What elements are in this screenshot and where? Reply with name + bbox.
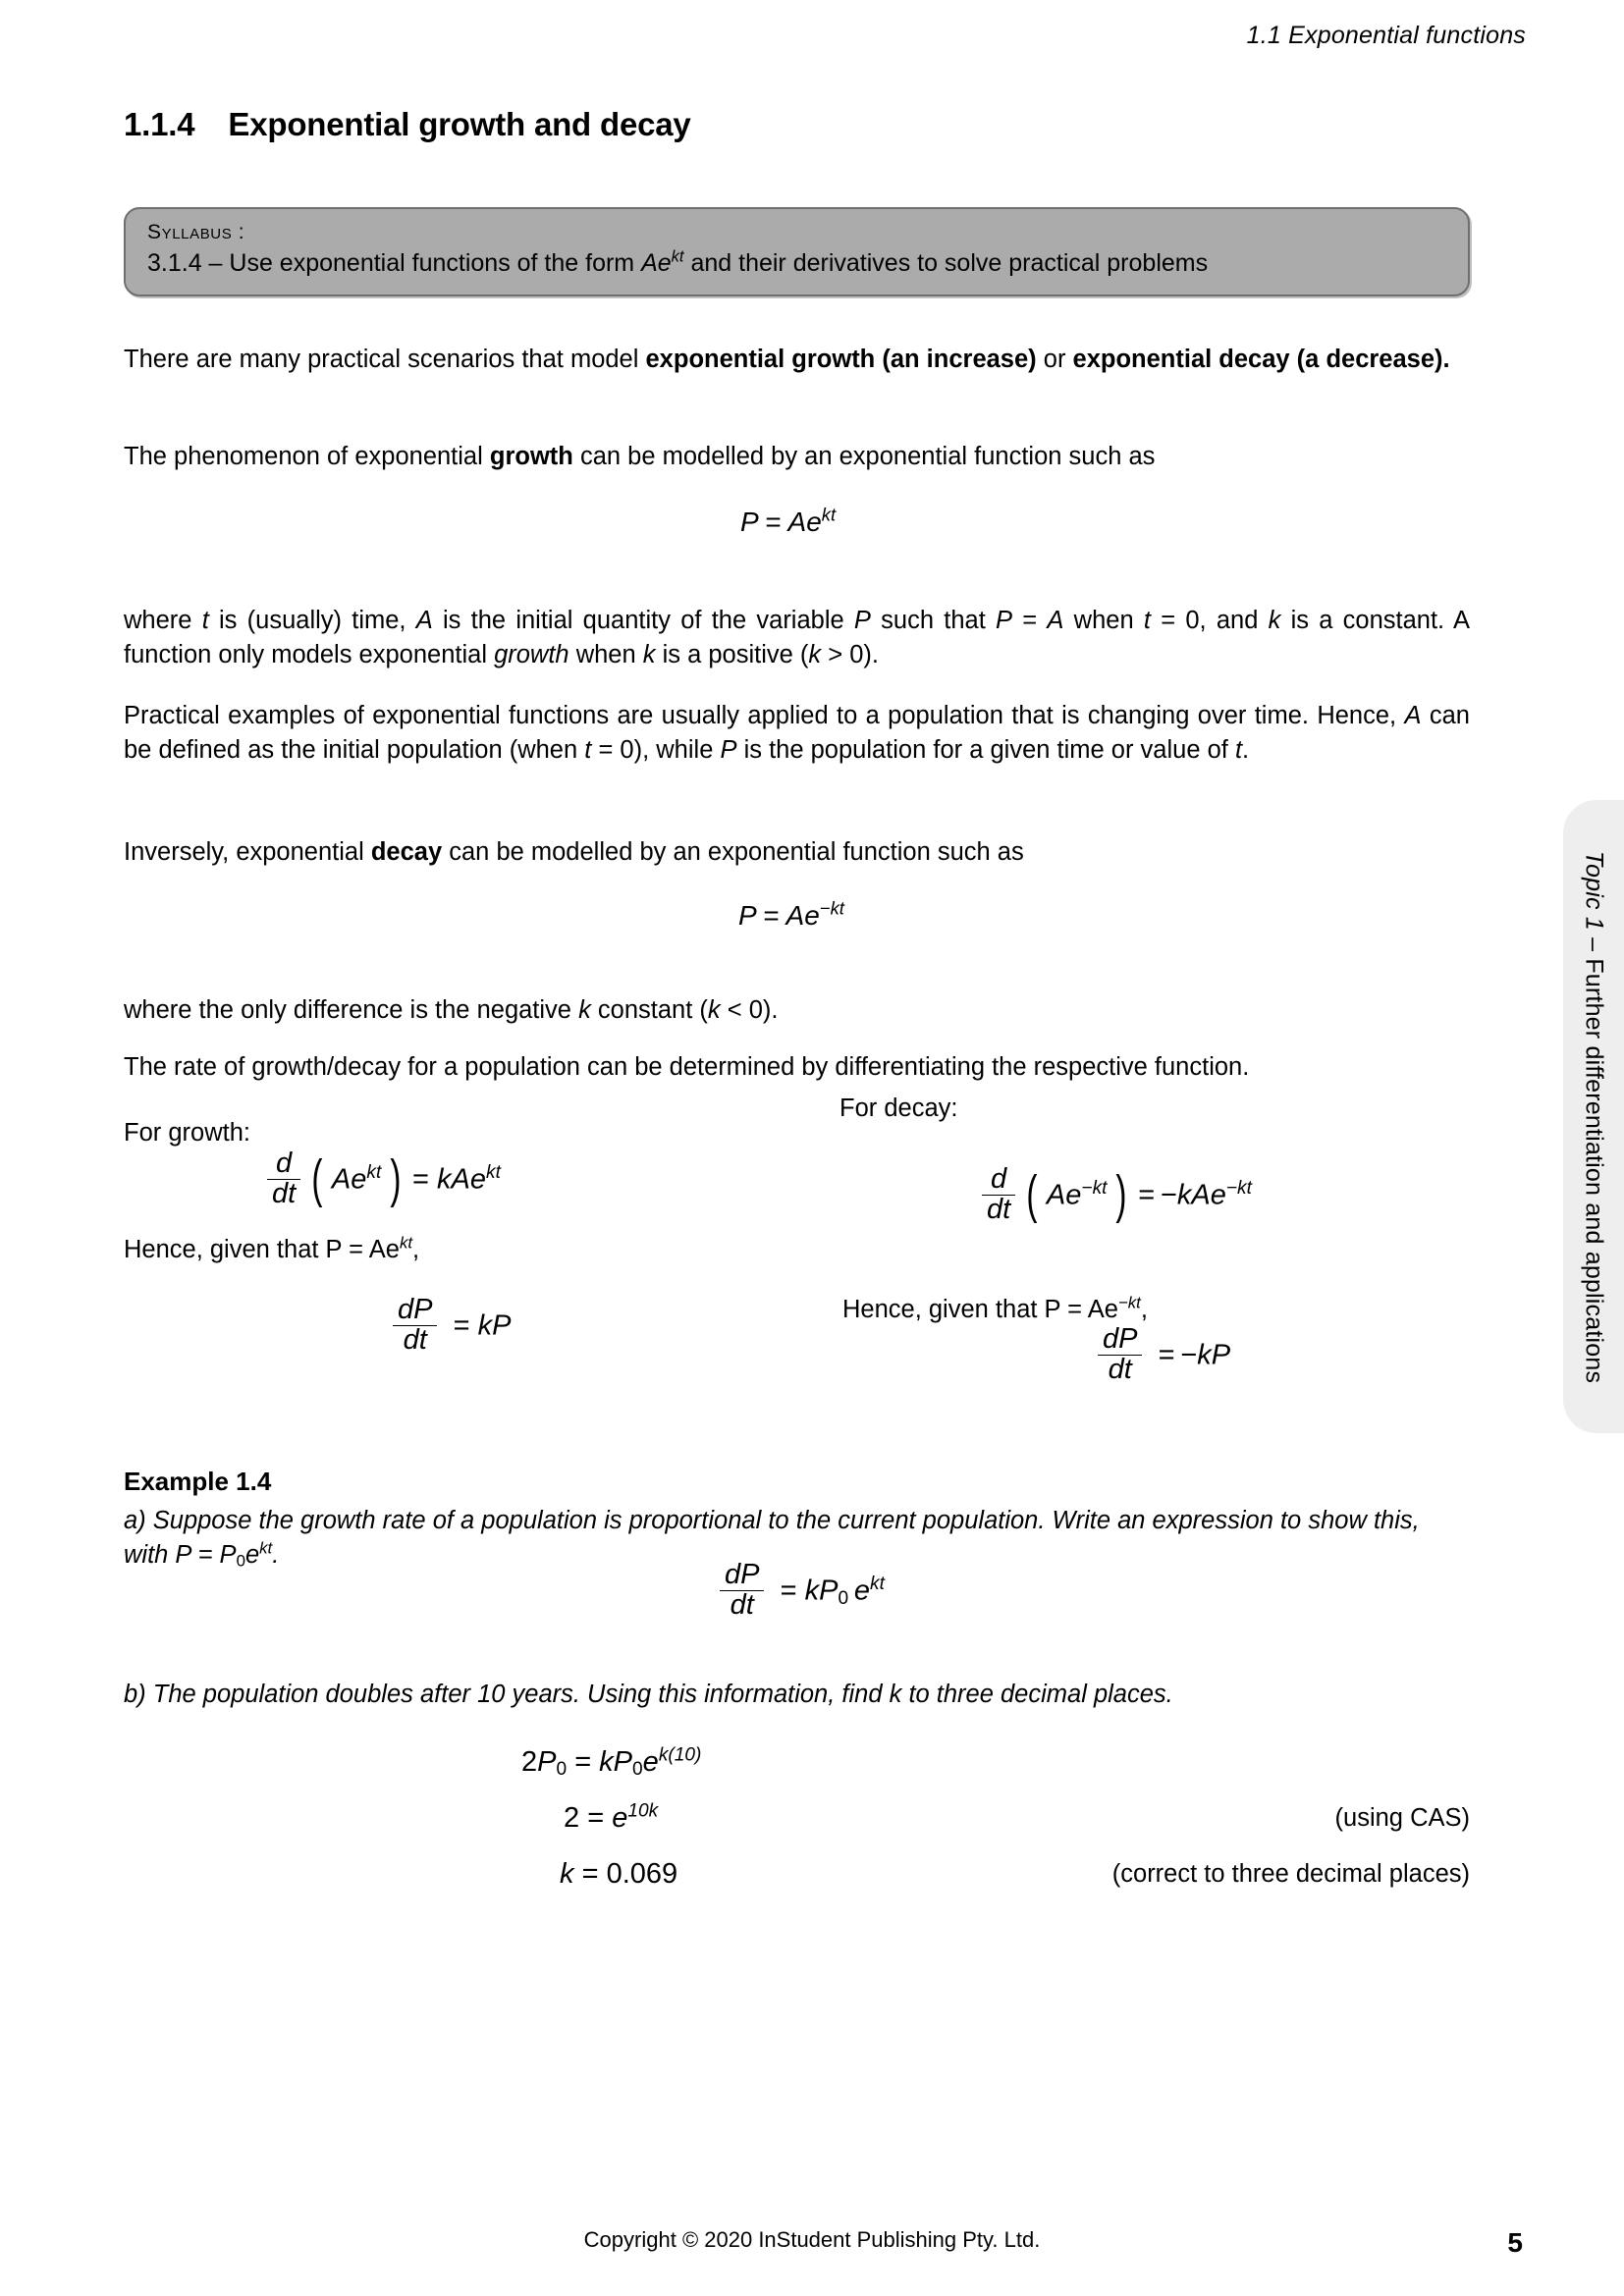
- p-naught-subscript: 0: [236, 1551, 245, 1571]
- example-part-b: [124, 1678, 1470, 1712]
- footer-copyright: Copyright © 2020 InStudent Publishing Pty. Ltd.: [583, 2227, 1041, 2252]
- label-for-decay: For decay:: [839, 1095, 958, 1122]
- side-tab-topic: [1563, 800, 1624, 1433]
- hence-decay-comma: ,: [1140, 1296, 1148, 1323]
- hence-decay-text: Hence, given that P = Ae: [842, 1296, 1118, 1323]
- note-using-cas: (using CAS): [1334, 1804, 1470, 1832]
- example-part-b-text: b) The population doubles after 10 years. Using this information, find k to three decimal places.: [124, 1681, 1173, 1708]
- note-three-decimal-places: (correct to three decimal places): [1111, 1860, 1470, 1888]
- paragraph-variables: where t is (usually) time, A is the initial quantity of the variable P such that P = A when t = 0, and k is a constant. A function only models exponential growth when k is a positive (k > 0).: [124, 607, 1470, 668]
- syllabus-text: [147, 247, 1446, 278]
- paragraph-population: Practical examples of exponential functions are usually applied to a population that is changing over time. Hence, A can be defined as the initial population (when t = 0), while P is the population for a given time or value of t.: [124, 702, 1470, 764]
- side-tab-label: [1580, 850, 1608, 1382]
- hence-growth-text: Hence, given that P = Ae: [124, 1236, 400, 1263]
- example-title: Example 1.4: [124, 1467, 272, 1496]
- example-exponent-kt: kt: [259, 1538, 273, 1558]
- para1-part1: There are many practical scenarios that model: [124, 346, 646, 373]
- syllabus-text-after: and their derivatives to solve practical problems: [683, 249, 1209, 277]
- equation-growth-model: $P = Ae^{kt}$: [740, 504, 837, 537]
- side-tab-topic-title: Further differentiation and applications: [1580, 957, 1608, 1383]
- equation-decay-derivative: $\frac{d}{dt}$ ( $Ae^{-kt}$ ) = −kAe$^{-kt}$: [982, 1166, 1252, 1227]
- paragraph-intro: [124, 343, 1470, 377]
- syllabus-formula-base: Ae: [641, 249, 672, 277]
- equation-example-a: $\frac{dP}{dt}$ = $kP_0$ $e^{kt}$: [720, 1563, 885, 1622]
- para5-part2: can be modelled by an exponential function such as: [442, 838, 1024, 866]
- syllabus-label: Syllabus :: [147, 221, 245, 243]
- label-for-growth: For growth:: [124, 1119, 250, 1147]
- para5-bold-decay: decay: [370, 838, 443, 866]
- equation-example-b2: $2 = e^{10k}$: [564, 1800, 659, 1834]
- hence-decay-exponent: −kt: [1117, 1293, 1141, 1312]
- syllabus-box: [124, 207, 1470, 296]
- page-number: 5: [1507, 2227, 1523, 2258]
- page-title: [124, 106, 691, 143]
- section-number: 1.1.4: [124, 106, 195, 142]
- label-hence-growth: [124, 1233, 420, 1264]
- hence-growth-exponent: kt: [399, 1233, 413, 1253]
- paragraph-rate: [124, 1050, 1470, 1085]
- side-tab-topic-number: Topic 1 –: [1580, 850, 1608, 958]
- equation-decay-model: $P = Ae^{-kt}$: [738, 897, 844, 931]
- paragraph-growth-intro: [124, 440, 1470, 474]
- para5-part1: Inversely, exponential: [124, 838, 371, 866]
- hence-growth-comma: ,: [412, 1236, 420, 1263]
- equation-example-b3: k = 0.069: [560, 1858, 678, 1890]
- para1-part2: or: [1036, 346, 1073, 373]
- paragraph-negative-k: where the only difference is the negative k constant (k < 0).: [124, 996, 779, 1024]
- equation-growth-dpdt: $\frac{dP}{dt}$ = kP: [393, 1298, 511, 1357]
- equation-example-b1: $2P_0 = kP_0e^{k(10)}$: [521, 1744, 702, 1781]
- para7-text: The rate of growth/decay for a population can be determined by differentiating the respective function.: [124, 1053, 1250, 1081]
- example-part-a-line1: a) Suppose the growth rate of a population is proportional to the current population. Write an expression to: [124, 1507, 1302, 1534]
- equation-decay-dpdt: $\frac{dP}{dt}$ = −kP: [1098, 1327, 1230, 1386]
- equation-growth-derivative: $\frac{d}{dt}$ ( $Ae^{kt}$ ) = kAe$^{kt}$: [267, 1150, 501, 1211]
- para1-bold-growth: exponential growth (an increase): [645, 346, 1037, 373]
- para2-part1: The phenomenon of exponential: [124, 443, 490, 470]
- label-hence-decay: [842, 1293, 1148, 1324]
- example-part-a-line2: show this, with $P = P_0e^{kt}$.: [124, 1507, 1420, 1571]
- para2-part2: can be modelled by an exponential function such as: [572, 443, 1156, 470]
- para2-bold-growth: growth: [489, 443, 573, 470]
- syllabus-text-before: 3.1.4 – Use exponential functions of the form: [147, 249, 642, 277]
- running-header: 1.1 Exponential functions: [1246, 22, 1526, 49]
- syllabus-formula-exponent: kt: [671, 247, 684, 266]
- para1-bold-decay: exponential decay (a decrease).: [1072, 346, 1450, 373]
- paragraph-decay-intro: [124, 835, 1470, 870]
- section-title: Exponential growth and decay: [228, 106, 691, 142]
